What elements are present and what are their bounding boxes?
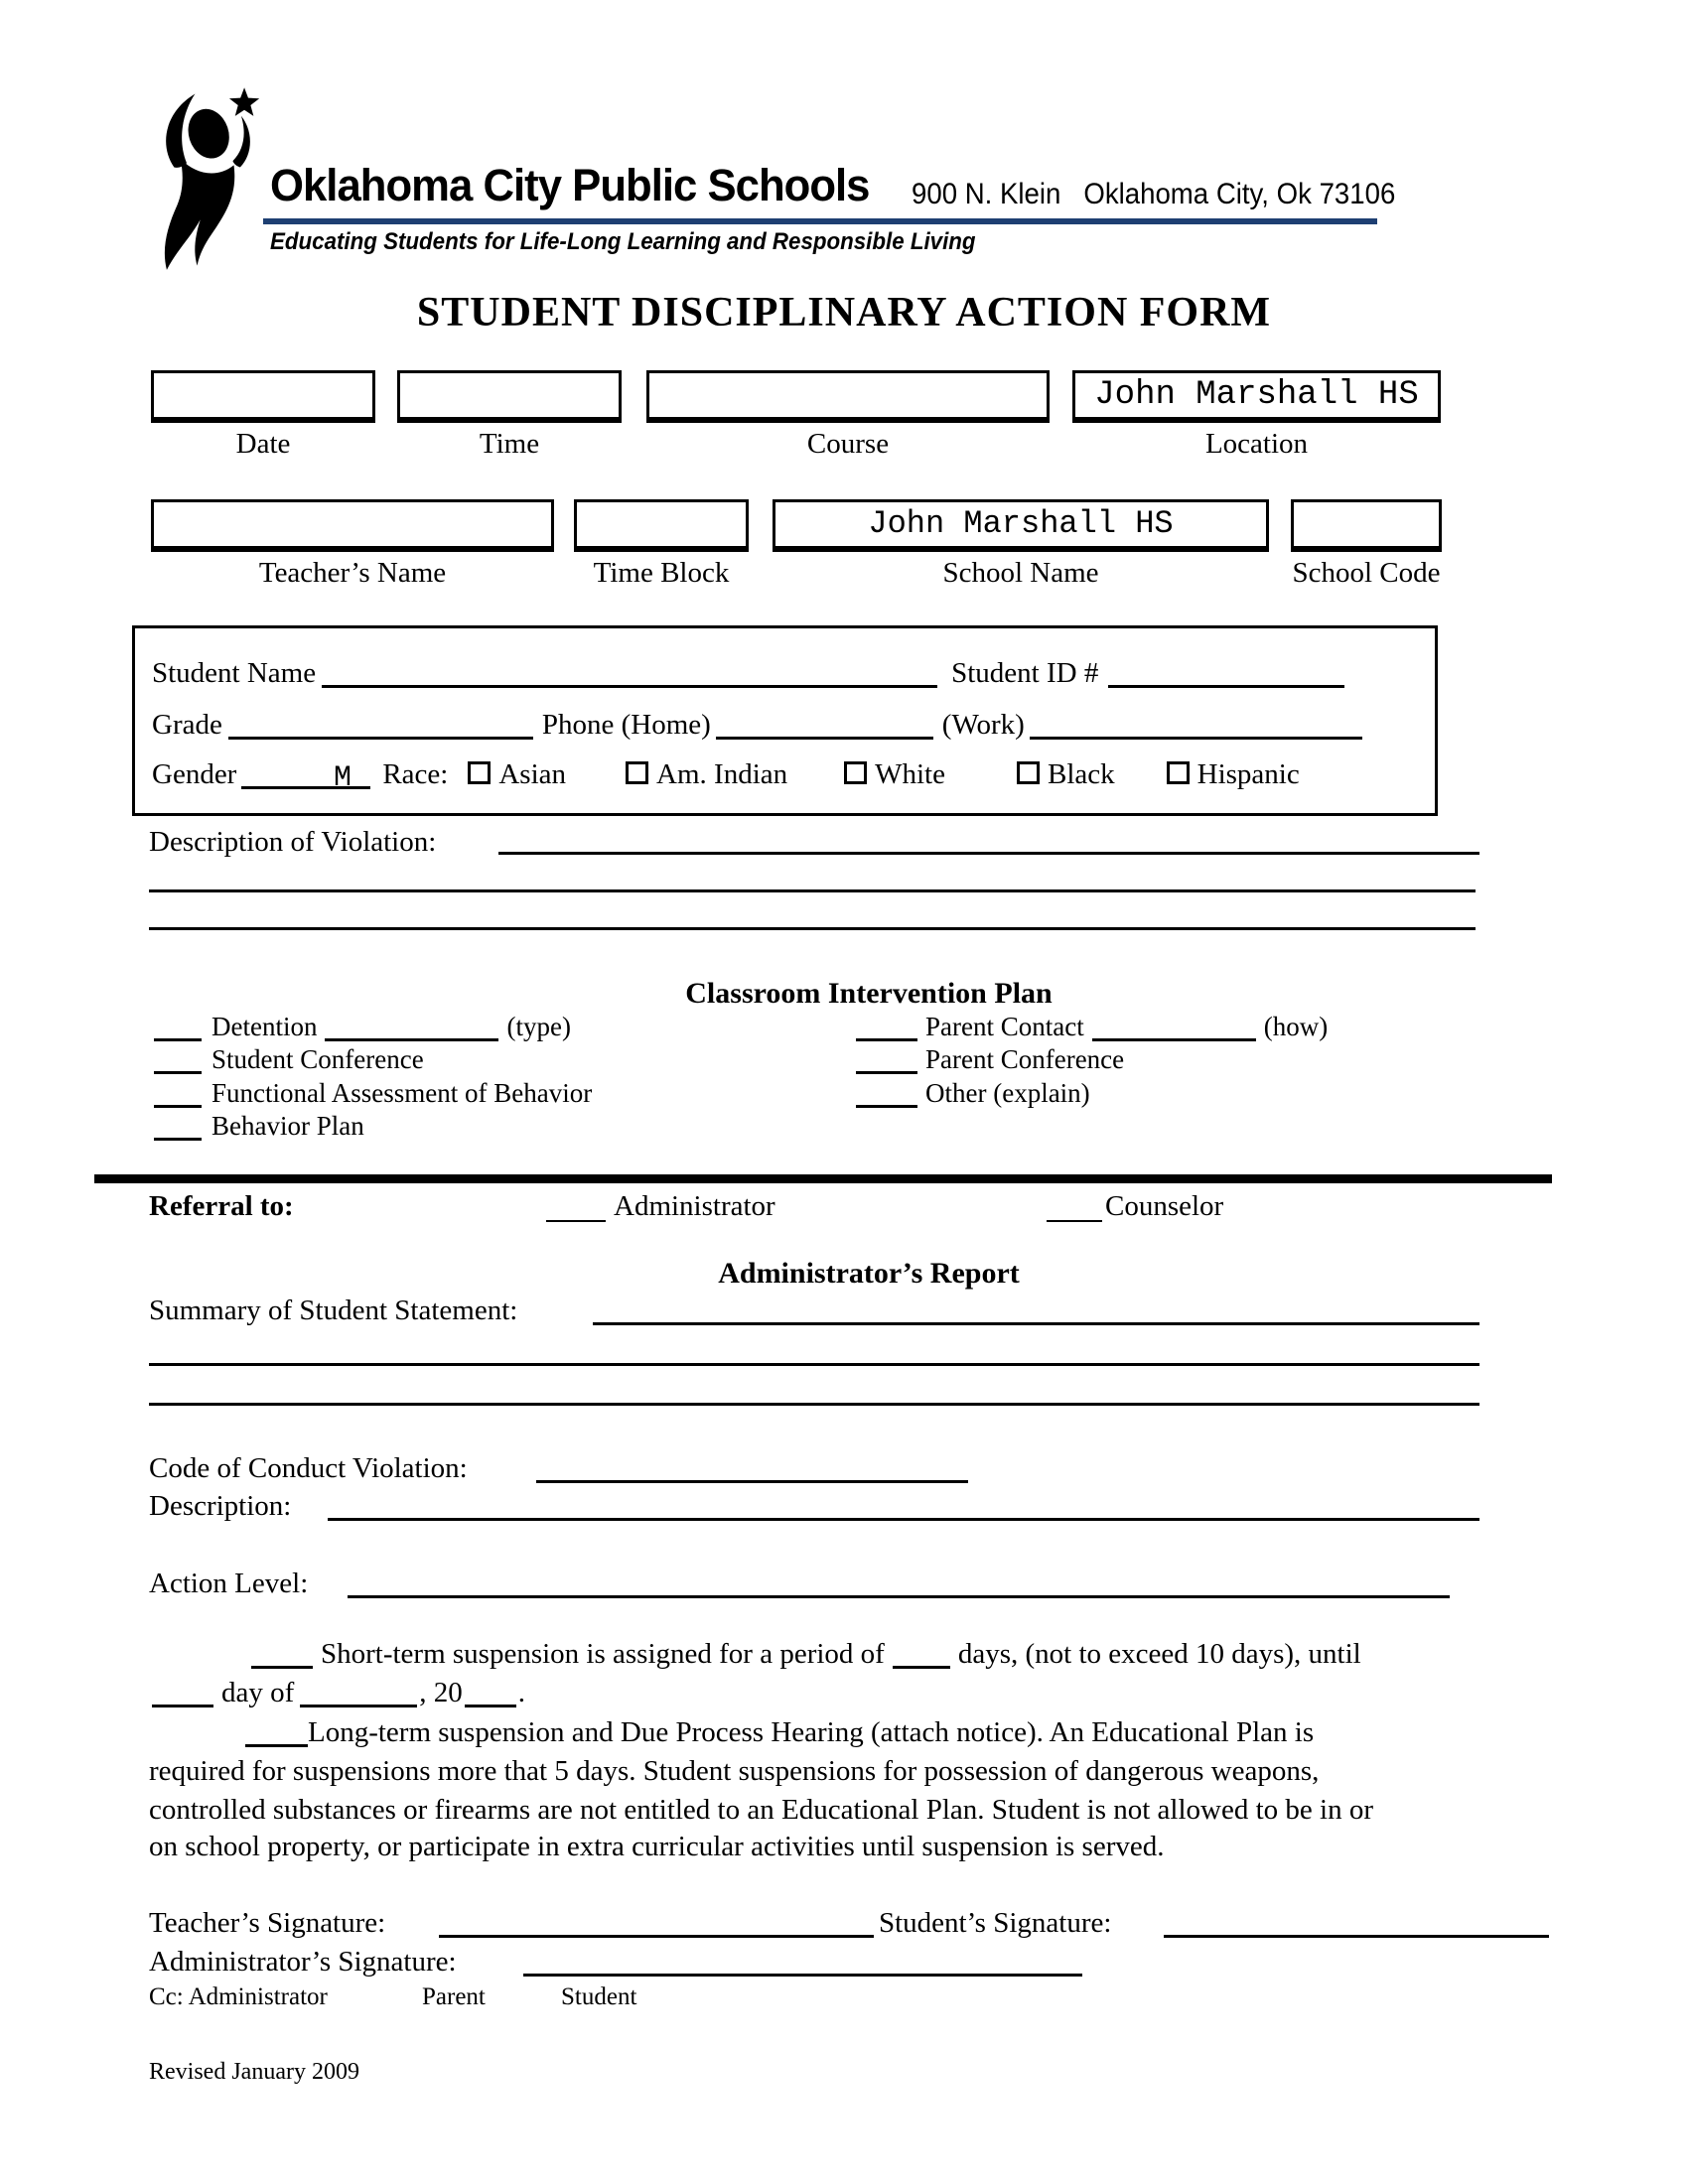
suspension-month-blank[interactable] — [300, 1676, 417, 1707]
short-term-days-blank[interactable] — [893, 1637, 950, 1669]
summary-line-3[interactable] — [149, 1403, 1479, 1406]
race-black-label: Black — [1047, 758, 1115, 790]
parent-contact-suffix: (how) — [1263, 1012, 1329, 1041]
school-name-label: School Name — [942, 557, 1099, 589]
violation-line-1[interactable] — [498, 852, 1479, 855]
cc-parent-label: Parent — [422, 1983, 486, 2010]
administrator-signature-label: Administrator’s Signature: — [149, 1946, 457, 1978]
intervention-parent-conference-row — [856, 1044, 1124, 1075]
student-id-label: Student ID # — [951, 657, 1099, 689]
star-icon — [229, 87, 259, 116]
suspension-day-blank[interactable] — [152, 1676, 213, 1707]
parent-conference-label: Parent Conference — [925, 1044, 1125, 1074]
referral-counselor-checkline[interactable] — [1047, 1220, 1102, 1222]
referral-administrator-label: Administrator — [614, 1190, 775, 1222]
short-term-line-2 — [152, 1676, 525, 1709]
race-checkbox-am-indian[interactable] — [626, 761, 648, 784]
student-signature-label: Student’s Signature: — [879, 1907, 1112, 1939]
location-field-box[interactable] — [1072, 370, 1441, 423]
intervention-behavior-plan-row — [154, 1111, 364, 1142]
location-label: Location — [1204, 428, 1309, 460]
violation-line-3[interactable] — [149, 927, 1476, 930]
student-id-blank[interactable] — [1108, 656, 1344, 688]
behavior-plan-checkline[interactable] — [154, 1111, 202, 1141]
teacher-signature-label: Teacher’s Signature: — [149, 1907, 386, 1939]
race-asian-label: Asian — [498, 758, 567, 790]
short-term-text-post: days, (not to exceed 10 days), until — [957, 1638, 1361, 1670]
phone-work-label: (Work) — [941, 709, 1025, 741]
student-signature-blank[interactable] — [1164, 1935, 1549, 1938]
conduct-violation-blank[interactable] — [536, 1480, 968, 1483]
description-label: Description: — [149, 1490, 292, 1522]
long-term-line-3: controlled substances or firearms are not entitled to an Educational Plan. Student is not allowed to be in or — [149, 1794, 1373, 1826]
summary-line-2[interactable] — [149, 1363, 1479, 1366]
intervention-functional-assessment-row — [154, 1078, 592, 1109]
functional-assessment-checkline[interactable] — [154, 1078, 202, 1108]
student-conference-label: Student Conference — [211, 1044, 424, 1074]
suspension-year-blank[interactable] — [465, 1676, 516, 1707]
race-hispanic-label: Hispanic — [1196, 758, 1300, 790]
section-divider — [94, 1174, 1552, 1183]
student-name-blank[interactable] — [322, 656, 937, 688]
race-checkbox-white[interactable] — [844, 761, 867, 784]
ocps-logo-icon — [137, 83, 274, 272]
comma-20-text: , 20 — [419, 1677, 463, 1708]
detention-checkline[interactable] — [154, 1012, 202, 1041]
intervention-other-row — [856, 1078, 1090, 1109]
org-tagline: Educating Students for Life-Long Learning and Responsible Living — [270, 228, 976, 255]
date-label: Date — [235, 428, 291, 460]
student-conference-checkline[interactable] — [154, 1044, 202, 1074]
form-title: STUDENT DISCIPLINARY ACTION FORM — [416, 290, 1272, 336]
summary-label: Summary of Student Statement: — [149, 1295, 518, 1326]
behavior-plan-label: Behavior Plan — [211, 1111, 364, 1141]
parent-contact-how-blank[interactable] — [1092, 1012, 1256, 1041]
grade-label: Grade — [152, 709, 222, 741]
school-name-field-box[interactable] — [773, 499, 1269, 552]
date-field-box[interactable] — [151, 370, 375, 423]
race-checkbox-hispanic[interactable] — [1167, 761, 1190, 784]
student-name-label: Student Name — [152, 657, 317, 689]
short-term-line-1 — [251, 1637, 1361, 1671]
description-blank[interactable] — [328, 1518, 1479, 1521]
location-value: John Marshall HS — [1094, 376, 1419, 414]
referral-label: Referral to: — [149, 1190, 294, 1222]
teacher-name-field-box[interactable] — [151, 499, 554, 552]
referral-counselor-label: Counselor — [1105, 1190, 1224, 1222]
cc-student-label: Student — [561, 1983, 637, 2010]
phone-home-label: Phone (Home) — [541, 709, 711, 741]
race-checkbox-black[interactable] — [1017, 761, 1040, 784]
other-checkline[interactable] — [856, 1078, 917, 1108]
time-block-label: Time Block — [593, 557, 730, 589]
time-field-box[interactable] — [397, 370, 622, 423]
school-code-field-box[interactable] — [1291, 499, 1442, 552]
parent-contact-checkline[interactable] — [856, 1012, 917, 1041]
intervention-heading: Classroom Intervention Plan — [685, 977, 1053, 1010]
summary-line-1[interactable] — [593, 1322, 1479, 1325]
school-name-value: John Marshall HS — [868, 505, 1174, 542]
time-label: Time — [479, 428, 540, 460]
action-level-label: Action Level: — [149, 1568, 309, 1599]
course-label: Course — [806, 428, 890, 460]
short-term-checkline[interactable] — [251, 1637, 313, 1669]
other-label: Other (explain) — [925, 1078, 1090, 1108]
grade-blank[interactable] — [228, 708, 533, 740]
phone-work-blank[interactable] — [1030, 708, 1362, 740]
long-term-text-1: Long-term suspension and Due Process Hearing (attach notice). An Educational Plan is — [308, 1716, 1315, 1748]
course-field-box[interactable] — [646, 370, 1050, 423]
parent-conference-checkline[interactable] — [856, 1044, 917, 1074]
parent-contact-label: Parent Contact — [925, 1012, 1084, 1041]
conduct-label: Code of Conduct Violation: — [149, 1452, 468, 1484]
detention-suffix: (type) — [506, 1012, 571, 1041]
intervention-detention-row — [154, 1012, 571, 1042]
long-term-checkline[interactable] — [245, 1715, 308, 1747]
action-level-blank[interactable] — [348, 1595, 1450, 1598]
functional-assessment-label: Functional Assessment of Behavior — [211, 1078, 593, 1108]
student-gender-race-row — [152, 757, 1300, 791]
revision-note: Revised January 2009 — [149, 2059, 359, 2085]
referral-administrator-checkline[interactable] — [546, 1220, 606, 1222]
long-term-line-1 — [245, 1715, 1314, 1749]
student-name-row — [152, 656, 1344, 690]
race-label: Race: — [382, 758, 449, 790]
violation-line-2[interactable] — [149, 889, 1476, 892]
administrator-signature-blank[interactable] — [523, 1974, 1082, 1977]
teacher-signature-blank[interactable] — [439, 1935, 874, 1938]
gender-value: M — [334, 761, 352, 795]
gender-label: Gender — [152, 758, 237, 790]
student-grade-row — [152, 708, 1362, 742]
student-info-box — [132, 625, 1438, 816]
teacher-name-label: Teacher’s Name — [258, 557, 447, 589]
long-term-line-2: required for suspensions more that 5 days. Student suspensions for possession of dangerous weapons, — [149, 1755, 1320, 1787]
cc-administrator-label: Cc: Administrator — [149, 1983, 328, 2010]
time-block-field-box[interactable] — [574, 499, 749, 552]
race-white-label: White — [875, 758, 945, 790]
header-rule — [263, 218, 1377, 224]
intervention-student-conference-row — [154, 1044, 424, 1075]
phone-home-blank[interactable] — [716, 708, 933, 740]
long-term-line-4: on school property, or participate in extra curricular activities until suspension is served. — [149, 1831, 1165, 1862]
period-text: . — [517, 1677, 526, 1708]
intervention-parent-contact-row — [856, 1012, 1328, 1042]
day-of-text: day of — [221, 1677, 295, 1708]
admin-report-heading: Administrator’s Report — [718, 1257, 1020, 1290]
detention-type-blank[interactable] — [325, 1012, 498, 1041]
org-name: Oklahoma City Public Schools — [270, 160, 870, 210]
detention-label: Detention — [211, 1012, 318, 1041]
race-checkbox-asian[interactable] — [468, 761, 491, 784]
org-address: 900 N. Klein Oklahoma City, Ok 73106 — [912, 178, 1396, 210]
violation-label: Description of Violation: — [149, 826, 437, 858]
school-code-label: School Code — [1292, 557, 1441, 589]
race-am-indian-label: Am. Indian — [656, 758, 788, 790]
short-term-text-pre: Short-term suspension is assigned for a period of — [321, 1638, 885, 1670]
